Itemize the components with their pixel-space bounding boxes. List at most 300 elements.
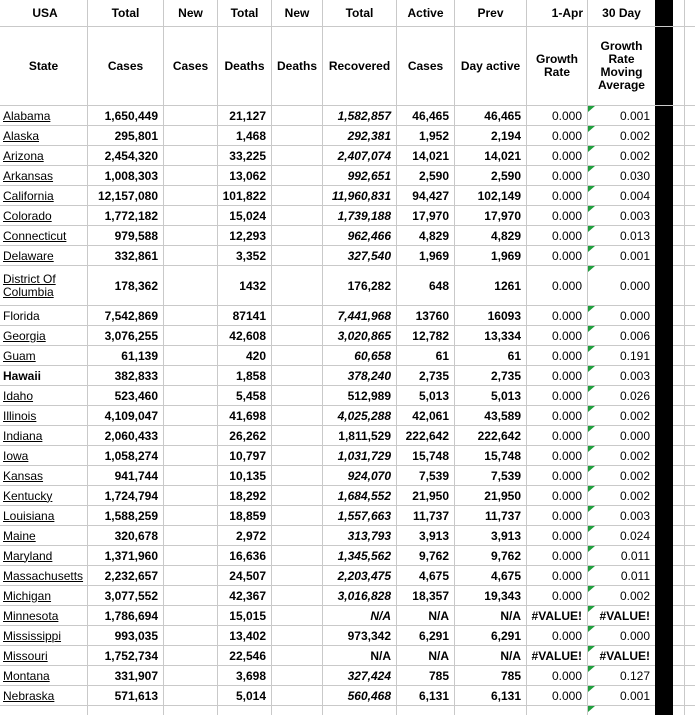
deaths-cell[interactable]: 13,062 — [218, 166, 272, 186]
new-deaths-cell[interactable] — [272, 566, 323, 586]
deaths-cell[interactable]: 101,822 — [218, 186, 272, 206]
empty-cell[interactable] — [685, 266, 695, 306]
state-cell[interactable] — [0, 606, 88, 626]
growth-30day-cell[interactable]: 0.002 — [588, 406, 655, 426]
growth-rate-cell[interactable] — [527, 706, 588, 715]
growth-rate-cell[interactable]: 0.000 — [527, 146, 588, 166]
state-cell[interactable] — [0, 446, 88, 466]
state-cell[interactable] — [0, 146, 88, 166]
column-header-growth-rate-moving-average[interactable]: Growth Rate Moving Average — [598, 39, 645, 92]
deaths-cell[interactable]: 2,972 — [218, 526, 272, 546]
recovered-cell[interactable]: 1,557,663 — [323, 506, 397, 526]
recovered-cell[interactable]: 962,466 — [323, 226, 397, 246]
state-cell[interactable] — [0, 166, 88, 186]
state-name[interactable]: Arizona — [3, 148, 44, 163]
new-deaths-cell[interactable] — [272, 446, 323, 466]
growth-rate-cell[interactable]: 0.000 — [527, 246, 588, 266]
state-name[interactable]: Louisiana — [3, 508, 55, 523]
prev-day-cell[interactable]: 9,762 — [455, 546, 527, 566]
recovered-cell[interactable]: 3,016,828 — [323, 586, 397, 606]
empty-cell[interactable] — [685, 386, 695, 406]
empty-cell[interactable] — [673, 666, 685, 686]
recovered-cell[interactable]: 2,203,475 — [323, 566, 397, 586]
growth-rate-cell[interactable]: #VALUE! — [527, 646, 588, 666]
new-cases-cell[interactable] — [164, 466, 218, 486]
empty-cell[interactable] — [673, 326, 685, 346]
growth-30day-cell[interactable]: 0.024 — [588, 526, 655, 546]
deaths-cell[interactable]: 1,858 — [218, 366, 272, 386]
recovered-cell[interactable]: 313,793 — [323, 526, 397, 546]
recovered-cell[interactable]: 4,025,288 — [323, 406, 397, 426]
empty-cell[interactable] — [685, 586, 695, 606]
empty-cell[interactable] — [673, 206, 685, 226]
deaths-cell[interactable]: 420 — [218, 346, 272, 366]
empty-cell[interactable] — [685, 106, 695, 126]
column-header-prev[interactable]: Prev — [455, 0, 527, 26]
empty-cell[interactable] — [685, 0, 695, 26]
empty-cell[interactable] — [685, 706, 695, 715]
cases-cell[interactable]: 1,752,734 — [88, 646, 164, 666]
prev-day-cell[interactable]: 61 — [455, 346, 527, 366]
growth-rate-cell[interactable]: 0.000 — [527, 626, 588, 646]
empty-cell[interactable] — [685, 346, 695, 366]
state-name[interactable]: Alaska — [3, 128, 40, 143]
empty-cell[interactable] — [685, 246, 695, 266]
deaths-cell[interactable]: 41,698 — [218, 406, 272, 426]
cases-cell[interactable]: 7,542,869 — [88, 306, 164, 326]
column-header-total-cases[interactable]: Total — [88, 0, 164, 26]
state-cell[interactable] — [0, 186, 88, 206]
state-cell[interactable] — [0, 646, 88, 666]
growth-30day-cell[interactable]: 0.001 — [588, 686, 655, 706]
new-cases-cell[interactable] — [164, 506, 218, 526]
active-cell[interactable]: 2,590 — [397, 166, 455, 186]
state-name[interactable]: Illinois — [3, 408, 37, 423]
growth-30day-cell[interactable]: 0.000 — [588, 426, 655, 446]
empty-cell[interactable] — [685, 646, 695, 666]
state-cell[interactable] — [0, 126, 88, 146]
state-name[interactable]: Michigan — [3, 588, 52, 603]
active-cell[interactable]: 1,952 — [397, 126, 455, 146]
deaths-cell[interactable]: 16,636 — [218, 546, 272, 566]
deaths-cell[interactable]: 3,698 — [218, 666, 272, 686]
new-cases-cell[interactable] — [164, 646, 218, 666]
growth-rate-cell[interactable]: 0.000 — [527, 666, 588, 686]
empty-cell[interactable] — [685, 486, 695, 506]
active-cell[interactable]: 5,013 — [397, 386, 455, 406]
growth-30day-cell[interactable]: 0.006 — [588, 326, 655, 346]
deaths-cell[interactable]: 1432 — [218, 266, 272, 306]
new-cases-cell[interactable] — [164, 686, 218, 706]
deaths-cell[interactable]: 42,367 — [218, 586, 272, 606]
prev-day-cell[interactable]: 785 — [455, 666, 527, 686]
prev-day-cell[interactable]: 17,970 — [455, 206, 527, 226]
cases-cell[interactable] — [88, 706, 164, 715]
growth-rate-cell[interactable]: #VALUE! — [527, 606, 588, 626]
deaths-cell[interactable]: 15,015 — [218, 606, 272, 626]
new-deaths-cell[interactable] — [272, 426, 323, 446]
cases-cell[interactable]: 1,724,794 — [88, 486, 164, 506]
state-name[interactable]: Guam — [3, 348, 36, 363]
new-deaths-cell[interactable] — [272, 246, 323, 266]
new-deaths-cell[interactable] — [272, 186, 323, 206]
prev-day-cell[interactable]: 2,590 — [455, 166, 527, 186]
prev-day-cell[interactable]: 14,021 — [455, 146, 527, 166]
new-cases-cell[interactable] — [164, 146, 218, 166]
deaths-cell[interactable]: 87141 — [218, 306, 272, 326]
prev-day-cell[interactable]: 19,343 — [455, 586, 527, 606]
empty-cell[interactable] — [685, 686, 695, 706]
column-header-new-deaths[interactable]: New — [272, 0, 323, 26]
growth-30day-cell[interactable] — [588, 706, 655, 715]
active-cell[interactable]: 11,737 — [397, 506, 455, 526]
prev-day-cell[interactable]: 5,013 — [455, 386, 527, 406]
prev-day-cell[interactable]: N/A — [455, 646, 527, 666]
cases-cell[interactable]: 4,109,047 — [88, 406, 164, 426]
new-cases-cell[interactable] — [164, 706, 218, 715]
growth-rate-cell[interactable]: 0.000 — [527, 566, 588, 586]
growth-30day-cell[interactable]: #VALUE! — [588, 606, 655, 626]
growth-rate-cell[interactable]: 0.000 — [527, 306, 588, 326]
empty-cell[interactable] — [673, 366, 685, 386]
growth-30day-cell[interactable]: 0.002 — [588, 446, 655, 466]
growth-30day-cell[interactable]: #VALUE! — [588, 646, 655, 666]
growth-30day-cell[interactable]: 0.004 — [588, 186, 655, 206]
empty-cell[interactable] — [673, 246, 685, 266]
state-cell[interactable] — [0, 526, 88, 546]
new-deaths-cell[interactable] — [272, 306, 323, 326]
new-cases-cell[interactable] — [164, 186, 218, 206]
active-cell[interactable]: 6,131 — [397, 686, 455, 706]
deaths-cell[interactable]: 3,352 — [218, 246, 272, 266]
empty-cell[interactable] — [685, 306, 695, 326]
empty-cell[interactable] — [673, 126, 685, 146]
growth-rate-cell[interactable]: 0.000 — [527, 226, 588, 246]
column-header-cases[interactable]: Cases — [88, 27, 164, 105]
empty-cell[interactable] — [685, 166, 695, 186]
growth-rate-cell[interactable]: 0.000 — [527, 406, 588, 426]
active-cell[interactable]: N/A — [397, 646, 455, 666]
empty-cell[interactable] — [673, 166, 685, 186]
prev-day-cell[interactable]: 1261 — [455, 266, 527, 306]
state-name[interactable]: Alabama — [3, 108, 51, 123]
new-cases-cell[interactable] — [164, 166, 218, 186]
cases-cell[interactable]: 1,058,274 — [88, 446, 164, 466]
new-deaths-cell[interactable] — [272, 366, 323, 386]
recovered-cell[interactable]: 560,468 — [323, 686, 397, 706]
empty-cell[interactable] — [673, 186, 685, 206]
state-cell[interactable] — [0, 246, 88, 266]
recovered-cell[interactable]: 1,684,552 — [323, 486, 397, 506]
state-name[interactable]: Georgia — [3, 328, 46, 343]
deaths-cell[interactable]: 26,262 — [218, 426, 272, 446]
active-cell[interactable]: 3,913 — [397, 526, 455, 546]
state-name[interactable]: Arkansas — [3, 168, 54, 183]
growth-rate-cell[interactable]: 0.000 — [527, 546, 588, 566]
new-cases-cell[interactable] — [164, 426, 218, 446]
state-name[interactable]: Massachusetts — [3, 568, 84, 583]
empty-cell[interactable] — [673, 566, 685, 586]
prev-day-cell[interactable]: N/A — [455, 606, 527, 626]
recovered-cell[interactable]: 3,020,865 — [323, 326, 397, 346]
deaths-cell[interactable]: 5,458 — [218, 386, 272, 406]
new-deaths-cell[interactable] — [272, 706, 323, 715]
recovered-cell[interactable]: 60,658 — [323, 346, 397, 366]
recovered-cell[interactable]: 973,342 — [323, 626, 397, 646]
growth-30day-cell[interactable]: 0.011 — [588, 546, 655, 566]
growth-30day-cell[interactable]: 0.000 — [588, 306, 655, 326]
state-cell[interactable] — [0, 666, 88, 686]
empty-cell[interactable] — [673, 386, 685, 406]
growth-30day-cell[interactable]: 0.002 — [588, 146, 655, 166]
deaths-cell[interactable]: 21,127 — [218, 106, 272, 126]
new-deaths-cell[interactable] — [272, 146, 323, 166]
active-cell[interactable]: 13760 — [397, 306, 455, 326]
empty-cell[interactable] — [685, 366, 695, 386]
cases-cell[interactable]: 523,460 — [88, 386, 164, 406]
cases-cell[interactable]: 178,362 — [88, 266, 164, 306]
column-header-deaths[interactable]: Deaths — [218, 27, 272, 105]
cases-cell[interactable]: 2,060,433 — [88, 426, 164, 446]
growth-rate-cell[interactable]: 0.000 — [527, 466, 588, 486]
growth-rate-cell[interactable]: 0.000 — [527, 446, 588, 466]
empty-cell[interactable] — [673, 466, 685, 486]
state-cell[interactable] — [0, 426, 88, 446]
prev-day-cell[interactable]: 6,291 — [455, 626, 527, 646]
new-cases-cell[interactable] — [164, 626, 218, 646]
column-header-active[interactable]: Active — [397, 0, 455, 26]
state-cell[interactable] — [0, 686, 88, 706]
cases-cell[interactable]: 320,678 — [88, 526, 164, 546]
cases-cell[interactable]: 382,833 — [88, 366, 164, 386]
prev-day-cell[interactable] — [455, 706, 527, 715]
state-cell[interactable] — [0, 386, 88, 406]
cases-cell[interactable]: 3,076,255 — [88, 326, 164, 346]
growth-rate-cell[interactable]: 0.000 — [527, 426, 588, 446]
growth-30day-cell[interactable]: 0.026 — [588, 386, 655, 406]
deaths-cell[interactable]: 10,135 — [218, 466, 272, 486]
state-name[interactable]: Nebraska — [3, 688, 55, 703]
column-header-1-apr[interactable]: 1-Apr — [527, 0, 588, 26]
new-cases-cell[interactable] — [164, 366, 218, 386]
new-cases-cell[interactable] — [164, 246, 218, 266]
cases-cell[interactable]: 1,588,259 — [88, 506, 164, 526]
new-cases-cell[interactable] — [164, 326, 218, 346]
new-deaths-cell[interactable] — [272, 406, 323, 426]
column-header-new-cases[interactable]: New — [164, 0, 218, 26]
new-cases-cell[interactable] — [164, 566, 218, 586]
growth-30day-cell[interactable]: 0.001 — [588, 106, 655, 126]
cases-cell[interactable]: 571,613 — [88, 686, 164, 706]
empty-cell[interactable] — [685, 426, 695, 446]
active-cell[interactable]: 21,950 — [397, 486, 455, 506]
new-cases-cell[interactable] — [164, 126, 218, 146]
active-cell[interactable]: 785 — [397, 666, 455, 686]
deaths-cell[interactable]: 24,507 — [218, 566, 272, 586]
empty-cell[interactable] — [685, 526, 695, 546]
growth-rate-cell[interactable]: 0.000 — [527, 586, 588, 606]
recovered-cell[interactable]: 1,582,857 — [323, 106, 397, 126]
recovered-cell[interactable]: 378,240 — [323, 366, 397, 386]
empty-cell[interactable] — [673, 426, 685, 446]
new-cases-cell[interactable] — [164, 486, 218, 506]
state-name[interactable]: Missouri — [3, 648, 48, 663]
growth-rate-cell[interactable]: 0.000 — [527, 386, 588, 406]
empty-cell[interactable] — [673, 586, 685, 606]
growth-30day-cell[interactable]: 0.003 — [588, 206, 655, 226]
column-header-state[interactable]: State — [0, 27, 88, 105]
new-cases-cell[interactable] — [164, 266, 218, 306]
growth-30day-cell[interactable]: 0.030 — [588, 166, 655, 186]
empty-cell[interactable] — [685, 566, 695, 586]
recovered-cell[interactable]: 992,651 — [323, 166, 397, 186]
new-deaths-cell[interactable] — [272, 546, 323, 566]
state-name[interactable]: Maine — [3, 528, 36, 543]
cases-cell[interactable]: 12,157,080 — [88, 186, 164, 206]
new-cases-cell[interactable] — [164, 606, 218, 626]
recovered-cell[interactable]: 1,345,562 — [323, 546, 397, 566]
deaths-cell[interactable]: 15,024 — [218, 206, 272, 226]
growth-rate-cell[interactable]: 0.000 — [527, 506, 588, 526]
recovered-cell[interactable]: 1,811,529 — [323, 426, 397, 446]
new-deaths-cell[interactable] — [272, 386, 323, 406]
prev-day-cell[interactable]: 16093 — [455, 306, 527, 326]
state-name[interactable]: Florida — [3, 308, 40, 323]
empty-cell[interactable] — [673, 306, 685, 326]
new-cases-cell[interactable] — [164, 306, 218, 326]
growth-rate-cell[interactable]: 0.000 — [527, 186, 588, 206]
prev-day-cell[interactable]: 11,737 — [455, 506, 527, 526]
active-cell[interactable] — [397, 706, 455, 715]
growth-30day-cell[interactable]: 0.002 — [588, 126, 655, 146]
state-name[interactable]: Kansas — [3, 468, 44, 483]
empty-cell[interactable] — [685, 406, 695, 426]
recovered-cell[interactable]: 327,424 — [323, 666, 397, 686]
new-deaths-cell[interactable] — [272, 606, 323, 626]
active-cell[interactable]: 42,061 — [397, 406, 455, 426]
empty-cell[interactable] — [673, 606, 685, 626]
prev-day-cell[interactable]: 43,589 — [455, 406, 527, 426]
state-name[interactable]: Montana — [3, 668, 50, 683]
new-cases-cell[interactable] — [164, 446, 218, 466]
state-cell[interactable] — [0, 466, 88, 486]
state-cell[interactable] — [0, 566, 88, 586]
active-cell[interactable]: 9,762 — [397, 546, 455, 566]
growth-30day-cell[interactable]: 0.011 — [588, 566, 655, 586]
new-deaths-cell[interactable] — [272, 126, 323, 146]
recovered-cell[interactable]: 11,960,831 — [323, 186, 397, 206]
growth-rate-cell[interactable]: 0.000 — [527, 326, 588, 346]
active-cell[interactable]: 18,357 — [397, 586, 455, 606]
recovered-cell[interactable]: N/A — [323, 646, 397, 666]
state-name[interactable]: Mississippi — [3, 628, 62, 643]
empty-cell[interactable] — [685, 506, 695, 526]
empty-cell[interactable] — [685, 546, 695, 566]
state-name[interactable]: Idaho — [3, 388, 34, 403]
recovered-cell[interactable]: 1,031,729 — [323, 446, 397, 466]
state-cell[interactable] — [0, 346, 88, 366]
prev-day-cell[interactable]: 2,735 — [455, 366, 527, 386]
new-deaths-cell[interactable] — [272, 166, 323, 186]
new-deaths-cell[interactable] — [272, 666, 323, 686]
new-cases-cell[interactable] — [164, 106, 218, 126]
cases-cell[interactable]: 1,008,303 — [88, 166, 164, 186]
empty-cell[interactable] — [685, 446, 695, 466]
new-deaths-cell[interactable] — [272, 206, 323, 226]
empty-cell[interactable] — [673, 506, 685, 526]
state-cell[interactable] — [0, 266, 88, 306]
recovered-cell[interactable]: 512,989 — [323, 386, 397, 406]
empty-cell[interactable] — [685, 186, 695, 206]
active-cell[interactable]: 12,782 — [397, 326, 455, 346]
growth-30day-cell[interactable]: 0.191 — [588, 346, 655, 366]
cases-cell[interactable]: 941,744 — [88, 466, 164, 486]
new-deaths-cell[interactable] — [272, 646, 323, 666]
new-cases-cell[interactable] — [164, 386, 218, 406]
column-header-growth-rate[interactable]: Growth Rate — [527, 27, 588, 105]
growth-rate-cell[interactable]: 0.000 — [527, 126, 588, 146]
new-deaths-cell[interactable] — [272, 486, 323, 506]
column-header-day-active[interactable]: Day active — [455, 27, 527, 105]
deaths-cell[interactable]: 18,859 — [218, 506, 272, 526]
deaths-cell[interactable]: 10,797 — [218, 446, 272, 466]
empty-cell[interactable] — [673, 106, 685, 126]
active-cell[interactable]: N/A — [397, 606, 455, 626]
state-cell[interactable] — [0, 226, 88, 246]
new-deaths-cell[interactable] — [272, 506, 323, 526]
active-cell[interactable]: 94,427 — [397, 186, 455, 206]
active-cell[interactable]: 648 — [397, 266, 455, 306]
recovered-cell[interactable]: 7,441,968 — [323, 306, 397, 326]
new-deaths-cell[interactable] — [272, 326, 323, 346]
new-cases-cell[interactable] — [164, 526, 218, 546]
empty-cell[interactable] — [685, 606, 695, 626]
empty-cell[interactable] — [673, 526, 685, 546]
growth-rate-cell[interactable]: 0.000 — [527, 686, 588, 706]
empty-cell[interactable] — [673, 146, 685, 166]
prev-day-cell[interactable]: 13,334 — [455, 326, 527, 346]
recovered-cell[interactable]: 176,282 — [323, 266, 397, 306]
growth-30day-cell[interactable]: 0.001 — [588, 246, 655, 266]
growth-rate-cell[interactable]: 0.000 — [527, 366, 588, 386]
empty-cell[interactable] — [673, 446, 685, 466]
column-header-active-cases[interactable]: Cases — [397, 27, 455, 105]
empty-cell[interactable] — [685, 626, 695, 646]
active-cell[interactable]: 17,970 — [397, 206, 455, 226]
cases-cell[interactable]: 2,454,320 — [88, 146, 164, 166]
growth-30day-cell[interactable]: 0.003 — [588, 506, 655, 526]
prev-day-cell[interactable]: 21,950 — [455, 486, 527, 506]
cases-cell[interactable]: 3,077,552 — [88, 586, 164, 606]
state-cell[interactable] — [0, 306, 88, 326]
empty-cell[interactable] — [673, 646, 685, 666]
recovered-cell[interactable]: 327,540 — [323, 246, 397, 266]
prev-day-cell[interactable]: 1,969 — [455, 246, 527, 266]
new-deaths-cell[interactable] — [272, 106, 323, 126]
cases-cell[interactable]: 1,650,449 — [88, 106, 164, 126]
empty-cell[interactable] — [673, 686, 685, 706]
active-cell[interactable]: 6,291 — [397, 626, 455, 646]
empty-cell[interactable] — [673, 546, 685, 566]
empty-cell[interactable] — [673, 27, 685, 105]
prev-day-cell[interactable]: 4,675 — [455, 566, 527, 586]
new-deaths-cell[interactable] — [272, 626, 323, 646]
prev-day-cell[interactable]: 6,131 — [455, 686, 527, 706]
active-cell[interactable]: 1,969 — [397, 246, 455, 266]
state-name[interactable]: Maryland — [3, 548, 53, 563]
state-name[interactable]: Delaware — [3, 248, 54, 263]
active-cell[interactable]: 61 — [397, 346, 455, 366]
